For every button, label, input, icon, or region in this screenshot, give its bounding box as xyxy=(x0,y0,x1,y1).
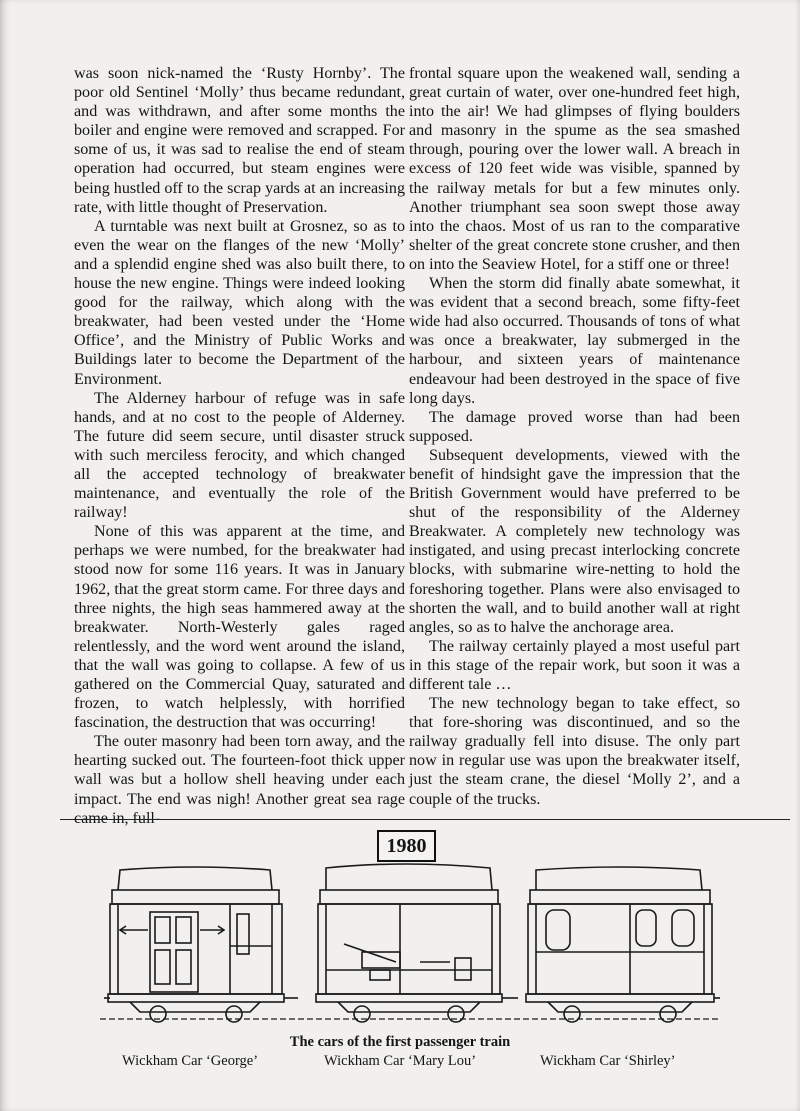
paragraph: frontal square upon the weakened wall, sending a great curtain of water, over one-hundred feet high, into the air! We had glimpses of flying boulders and masonry in the spume as the sea smashed through, pouring over the lower wall. A breach in excess of 120 feet wide was visible, spanned by the railway metals for but a few minutes only. Another triumphant sea soon swept those away into the chaos. Most of us ran to the comparative shelter of the great concrete stone crusher, and then on into the Seaview Hotel, for a stiff one or three! xyxy=(409,65,740,273)
car-label-shirley: Wickham Car ‘Shirley’ xyxy=(540,1053,676,1069)
car-label-mary-lou: Wickham Car ‘Mary Lou’ xyxy=(324,1053,477,1069)
car-shirley xyxy=(526,867,720,1022)
paragraph: The railway certainly played a most useful part in this stage of the repair work, but soon it was a different tale … xyxy=(409,637,740,693)
paragraph: The new technology began to take effect, so that fore-shoring was discontinued, and so the railway gradually fell into disuse. The only part now in regular use was upon the breakwater itself, just the steam crane, the diesel ‘Molly 2’, and a couple of the trucks. xyxy=(409,695,740,808)
paragraph: was soon nick-named the ‘Rusty Hornby’. The poor old Sentinel ‘Molly’ thus became redundant, and was withdrawn, and after some months the boiler and engine were removed and scrapped. For some of us, it was sad to realise the end of steam operation had occurred, but steam engines were being hustled off to the scrap yards at an increasing rate, with little thought of Preservation. xyxy=(74,65,405,216)
right-text-column xyxy=(409,64,740,809)
year-box: 1980 xyxy=(377,830,436,862)
paragraph: The damage proved worse than had been supposed. xyxy=(409,408,740,445)
paragraph: Subsequent developments, viewed with the benefit of hindsight gave the impression that the British Government would have preferred to be shut of the responsibility of the Alderney Breakwater. A completely new technology was instigated, and using precast interlocking concrete blocks, with submarine wire-netting to hold the foreshoring together. Plans were also envisaged to shorten the wall, and to build another wall at right angles, so as to halve the anchorage area. xyxy=(409,446,740,636)
paragraph: None of this was apparent at the time, and perhaps we were numbed, for the breakwater had stood now for some 116 years. It was in January 1962, that the great storm came. For three days and three nights, the high seas hammered away at the breakwater. North-Westerly gales raged relentlessly, and the word went around the island, that the wall was going to collapse. A few of us gathered on the Commercial Quay, saturated and frozen, to watch helplessly, with horrified fascination, the destruction that was occurring! xyxy=(74,523,405,732)
left-text-column xyxy=(74,64,405,828)
section-divider xyxy=(60,819,790,820)
paragraph: The outer masonry had been torn away, and the hearting sucked out. The fourteen-foot thick upper wall was but a hollow shell heaving under each impact. The end was nigh! Another great sea rage came in, full- xyxy=(74,733,405,827)
car-mary-lou xyxy=(316,864,518,1022)
train-drawing xyxy=(100,862,720,1032)
paragraph: A turntable was next built at Grosnez, so as to even the wear on the flanges of the new ‘Molly’ and a splendid engine shed was also built there, to house the new engine. Things were indeed looking good for the railway, which along with the breakwater, had been vested under the ‘Home Office’, and the Ministry of Public Works and Buildings later to become the Department of the Environment. xyxy=(74,217,405,388)
paragraph: When the storm did finally abate somewhat, it was evident that a second breach, some fifty-feet wide had also occurred. Thousands of tons of what was once a breakwater, lay submerged in the harbour, and sixteen years of maintenance endeavour had been destroyed in the space of five long days. xyxy=(409,275,740,407)
paragraph: The Alderney harbour of refuge was in safe hands, and at no cost to the people of Alderney. The future did seem secure, until disaster struck with such merciless ferocity, and which changed all the accepted technology of breakwater maintenance, and eventually the role of the railway! xyxy=(74,389,405,522)
car-label-george: Wickham Car ‘George’ xyxy=(122,1053,259,1069)
car-george xyxy=(104,867,298,1022)
figure-caption: The cars of the first passenger train xyxy=(289,1034,511,1050)
